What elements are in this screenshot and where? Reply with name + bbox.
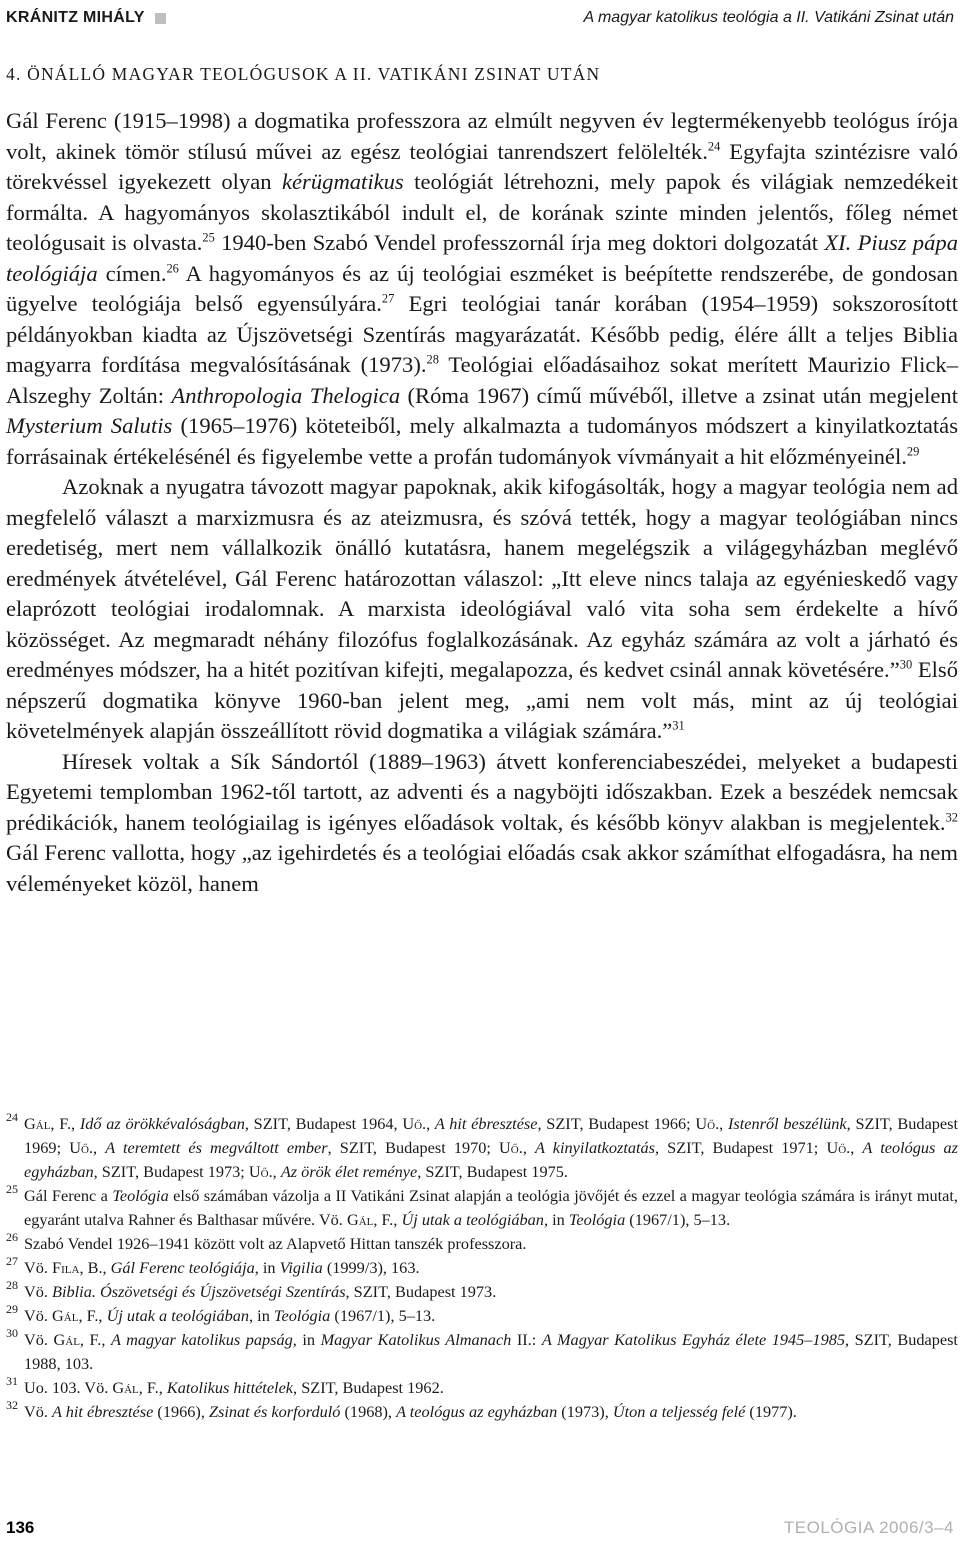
- footnote-number: 32: [6, 1398, 18, 1412]
- footnote-number: 31: [6, 1374, 18, 1388]
- footnote-ref-28[interactable]: 28: [426, 352, 439, 367]
- text-run: Vö.: [24, 1306, 53, 1325]
- main-text: [6, 62, 958, 899]
- author-name: Uő: [499, 1138, 519, 1157]
- footnote-ref-25[interactable]: 25: [202, 230, 215, 245]
- book-title: Úton a teljesség felé: [612, 1402, 746, 1421]
- text-run: , F.,: [78, 1306, 107, 1325]
- footnotes: [6, 1112, 958, 1424]
- footnote-24: [6, 1112, 958, 1184]
- footnote-number: 26: [6, 1230, 18, 1244]
- footnote-number: 29: [6, 1302, 18, 1316]
- author-name: Gál: [24, 1114, 51, 1133]
- footnote-ref-30[interactable]: 30: [899, 657, 913, 672]
- text-run: Vö.: [24, 1282, 53, 1301]
- text-run: Egyfajta szintézisre való törekvéssel igyekezett olyan: [6, 138, 958, 194]
- footnote-number: 28: [6, 1278, 18, 1292]
- text-run: , SZIT, Budapest 1973;: [93, 1162, 249, 1181]
- text-run: első számában vázolja a II Vatikáni Zsinat alapján a teológia jövőjét és ezzel a magyar teológia számára is irányt mutat, egyaránt utalva Rahner és Balthasar művére. Vö.: [24, 1186, 959, 1229]
- text-run: , B.,: [79, 1258, 111, 1277]
- footnote-26: [6, 1232, 958, 1256]
- text-run: Vö.: [24, 1402, 53, 1421]
- book-title: Zsinat és korforduló: [208, 1402, 341, 1421]
- text-run: , SZIT, Budapest 1964,: [244, 1114, 403, 1133]
- footnote-ref-26[interactable]: 26: [166, 260, 179, 275]
- italic-title: Anthropologia Thelogica: [171, 382, 401, 408]
- section-title: 4. ÖNÁLLÓ MAGYAR TEOLÓGUSOK A II. VATIKÁNI ZSINAT UTÁN: [6, 64, 601, 84]
- journal-title: Vigilia: [279, 1258, 323, 1277]
- text-run: 1940-ben Szabó Vendel professzornál írja meg doktori dolgozatát: [214, 230, 825, 255]
- book-title: A teológus az egyházban: [396, 1402, 558, 1421]
- text-run: (1999/3), 163.: [322, 1258, 420, 1277]
- text-run: , in: [292, 1330, 321, 1349]
- author-name: Gál: [52, 1306, 79, 1325]
- footnote-ref-31[interactable]: 31: [672, 718, 685, 733]
- book-title: Katolikus hittételek: [166, 1378, 294, 1397]
- journal-title: Teológia: [273, 1306, 331, 1325]
- author-name: Gál: [112, 1378, 139, 1397]
- text-run: (1967/1), 5–13.: [330, 1306, 436, 1325]
- text-run: Első népszerű dogmatika könyve 1960-ban jelent meg, „ami nem volt más, mint az új teológiai követelmények alapján összeállított rövid dogmatika a világiak számára.”: [6, 657, 958, 743]
- text-run: , F.,: [138, 1378, 167, 1397]
- footnote-27: [6, 1256, 958, 1280]
- text-run: (1968),: [340, 1402, 397, 1421]
- article-title: A magyar katolikus papság: [110, 1330, 293, 1349]
- footnote-number: 30: [6, 1326, 18, 1340]
- journal-title: Teológia: [568, 1210, 626, 1229]
- book-title: Istenről beszélünk: [727, 1114, 847, 1133]
- text-run: Azoknak a nyugatra távozott magyar papoknak, akik kifogásolták, hogy a magyar teológia nem ad megfelelő választ a marxizmusra és az ateizmusra, és szóvá tették, hogy a magyar teológiában nincs eredetiség, mert nem vállalkozik önálló kutatásra, hanem megelégszik a világegyházban meglévő eredmények átvételével, Gál Ferenc határozottan válaszol: „Itt eleve nincs talaja az egyénieskedő vagy elaprózott teológiai irodalomnak. A marxista ideológiával való vita soha sem érdekelte a hívő közösséget. Az megmaradt néhány filozófus foglalkozásának. Az egyház számára az volt a járható és eredményes módszer, ha a hitét pozitívan kifejti, megalapozza, és kedvet csinál annak követésére.”: [6, 474, 958, 682]
- author-name: Uő: [248, 1162, 269, 1181]
- text-run: , SZIT, Budapest 1966;: [537, 1114, 696, 1133]
- text-run: Vö.: [24, 1330, 54, 1349]
- text-run: .,: [88, 1138, 106, 1157]
- text-run: Szabó Vendel 1926–1941 között volt az Alapvető Hittan tanszék professzora.: [24, 1234, 527, 1253]
- author-name: Fila: [52, 1258, 80, 1277]
- text-run: (1973),: [557, 1402, 613, 1421]
- text-run: , F.,: [79, 1330, 111, 1349]
- footnote-ref-24[interactable]: 24: [707, 138, 721, 153]
- book-title: Idő az örökkévalóságban: [79, 1114, 245, 1133]
- text-run: , SZIT, Budapest 1988, 103.: [24, 1330, 958, 1373]
- text-run: Híresek voltak a Sík Sándortól (1889–1963) átvett konferenciabeszédei, melyeket a budapesti Egyetemi templomban 1962-től tartott, az adventi és a nagyböjti időszakban. Ezek a beszédek nemcsak prédikációk, hanem teológiailag is igényes előadások voltak, és később könyv alakban is megjelentek.: [6, 748, 958, 835]
- italic-term: kérügmatikus: [282, 169, 404, 194]
- text-run: .,: [846, 1138, 863, 1157]
- author-name: Gál: [346, 1210, 374, 1229]
- text-run: Gál Ferenc vallotta, hogy „az igehirdetés és a teológiai előadás csak akkor számíthat elfogadásra, ha nem véleményeket közöl, hanem: [6, 840, 958, 896]
- article-title: Új utak a teológiában: [401, 1210, 544, 1229]
- text-run: .,: [518, 1138, 536, 1157]
- author-name: Gál: [53, 1330, 80, 1349]
- page-number: 136: [6, 1518, 35, 1537]
- book-title: Az örök élet reménye: [280, 1162, 418, 1181]
- text-run: , SZIT, Budapest 1971;: [654, 1138, 827, 1157]
- text-run: Gál Ferenc (1915–1998) a dogmatika professzora az elmúlt negyven év legtermékenyebb teológus írója volt, akinek tömör stílusú művei az egész teológiai tanrendszert felölelték.: [6, 108, 958, 164]
- text-run: Uo. 103. Vö.: [24, 1378, 113, 1397]
- header-left: [6, 9, 166, 27]
- footnote-30: [6, 1328, 958, 1376]
- text-run: (1966),: [153, 1402, 209, 1421]
- text-run: A hagyományos és az új teológiai eszméket is beépítette rendszerébe, de gondosan ügyelve teológiája belső egyensúlyára.: [6, 260, 958, 316]
- italic-title: Mysterium Salutis: [6, 413, 173, 438]
- journal-issue: TEOLÓGIA 2006/3–4: [783, 1518, 954, 1537]
- text-run: Gál Ferenc a: [24, 1186, 113, 1205]
- footnote-28: [6, 1280, 958, 1304]
- header-running-title: A magyar katolikus teológia a II. Vatikáni Zsinat után: [583, 9, 954, 26]
- footnote-number: 25: [6, 1182, 18, 1196]
- footnote-32: [6, 1400, 958, 1424]
- text-run: , SZIT, Budapest 1970;: [327, 1138, 500, 1157]
- text-run: (1967/1), 5–13.: [625, 1210, 731, 1229]
- footnote-ref-32[interactable]: 32: [945, 809, 958, 824]
- text-run: .,: [268, 1162, 281, 1181]
- paragraph-3: [6, 747, 958, 900]
- author-name: Uő: [695, 1114, 716, 1133]
- text-run: .,: [422, 1114, 435, 1133]
- text-run: (1977).: [745, 1402, 797, 1421]
- author-name: Uő: [402, 1114, 423, 1133]
- book-title: Magyar Katolikus Almanach: [320, 1330, 512, 1349]
- footnote-29: [6, 1304, 958, 1328]
- paragraph-2: [6, 472, 958, 747]
- text-run: címen.: [97, 260, 167, 286]
- text-run: Egri teológiai tanár korában (1954–1959) sokszorosított példányokban kiadta az Újszövetségi Szentírás magyarázatát. Később pedig, élére állt a teljes Biblia magyarra fordítása megvalósításának (1973).: [6, 291, 958, 377]
- text-run: , SZIT, Budapest 1973.: [345, 1282, 497, 1301]
- text-run: (Róma 1967) című művéből, illetve a zsinat után megjelent: [400, 382, 958, 408]
- text-run: II.:: [511, 1330, 542, 1349]
- square-separator-icon: [155, 13, 166, 24]
- text-run: teológiát létrehozni, mely papok és világiak nemzedékeit formálta. A hagyományos skolasztikából indult el, de korának szinte minden jelentős, főleg német teológusait is olvasta.: [6, 169, 958, 255]
- text-run: , in: [543, 1210, 569, 1229]
- author-name: Uő: [69, 1138, 89, 1157]
- book-title: A teremtett és megváltott ember: [105, 1138, 328, 1157]
- text-run: (1965–1976) köteteiből, mely alkalmazta a tudományos módszert a kinyilatkoztatás forrásainak értékelésénél és figyelembe vette a profán tudományok vívmányait a hit előzményeinél.: [6, 413, 958, 469]
- book-title: A kinyilatkoztatás: [535, 1138, 655, 1157]
- footnote-31: [6, 1376, 958, 1400]
- text-run: , SZIT, Budapest 1969;: [24, 1114, 959, 1157]
- footnote-ref-29[interactable]: 29: [906, 443, 920, 458]
- header-author: KRÁNITZ MIHÁLY: [6, 9, 145, 26]
- footnote-25: [6, 1184, 958, 1232]
- footnote-number: 27: [6, 1254, 18, 1268]
- page-footer: [6, 1516, 954, 1540]
- footnote-ref-27[interactable]: 27: [381, 291, 395, 306]
- text-run: .,: [715, 1114, 728, 1133]
- book-title: Biblia. Ószövetségi és Újszövetségi Szentírás: [52, 1282, 346, 1301]
- running-header: [6, 6, 954, 30]
- text-run: , SZIT, Budapest 1962.: [293, 1378, 444, 1397]
- book-title: A hit ébresztése: [434, 1114, 538, 1133]
- text-run: , in: [254, 1258, 280, 1277]
- book-title: A teológus az egyházban: [24, 1138, 958, 1181]
- book-title: A Magyar Katolikus Egyház élete 1945–1985: [541, 1330, 845, 1349]
- text-run: , SZIT, Budapest 1975.: [417, 1162, 568, 1181]
- book-title: A hit ébresztése: [52, 1402, 154, 1421]
- footnote-number: 24: [6, 1110, 18, 1124]
- text-run: Vö.: [24, 1258, 53, 1277]
- paragraph-1: [6, 106, 958, 472]
- text-run: Teológiai előadásaihoz sokat merített Maurizio Flick–Alszeghy Zoltán:: [6, 352, 958, 408]
- author-name: Uő: [826, 1138, 847, 1157]
- text-run: , in: [249, 1306, 274, 1325]
- text-run: , F.,: [50, 1114, 80, 1133]
- text-run: , F.,: [373, 1210, 402, 1229]
- article-title: Új utak a teológiában: [106, 1306, 250, 1325]
- journal-title: Teológia: [112, 1186, 169, 1205]
- italic-title: XI. Piusz pápa teológiája: [6, 230, 958, 286]
- article-title: Gál Ferenc teológiája: [110, 1258, 255, 1277]
